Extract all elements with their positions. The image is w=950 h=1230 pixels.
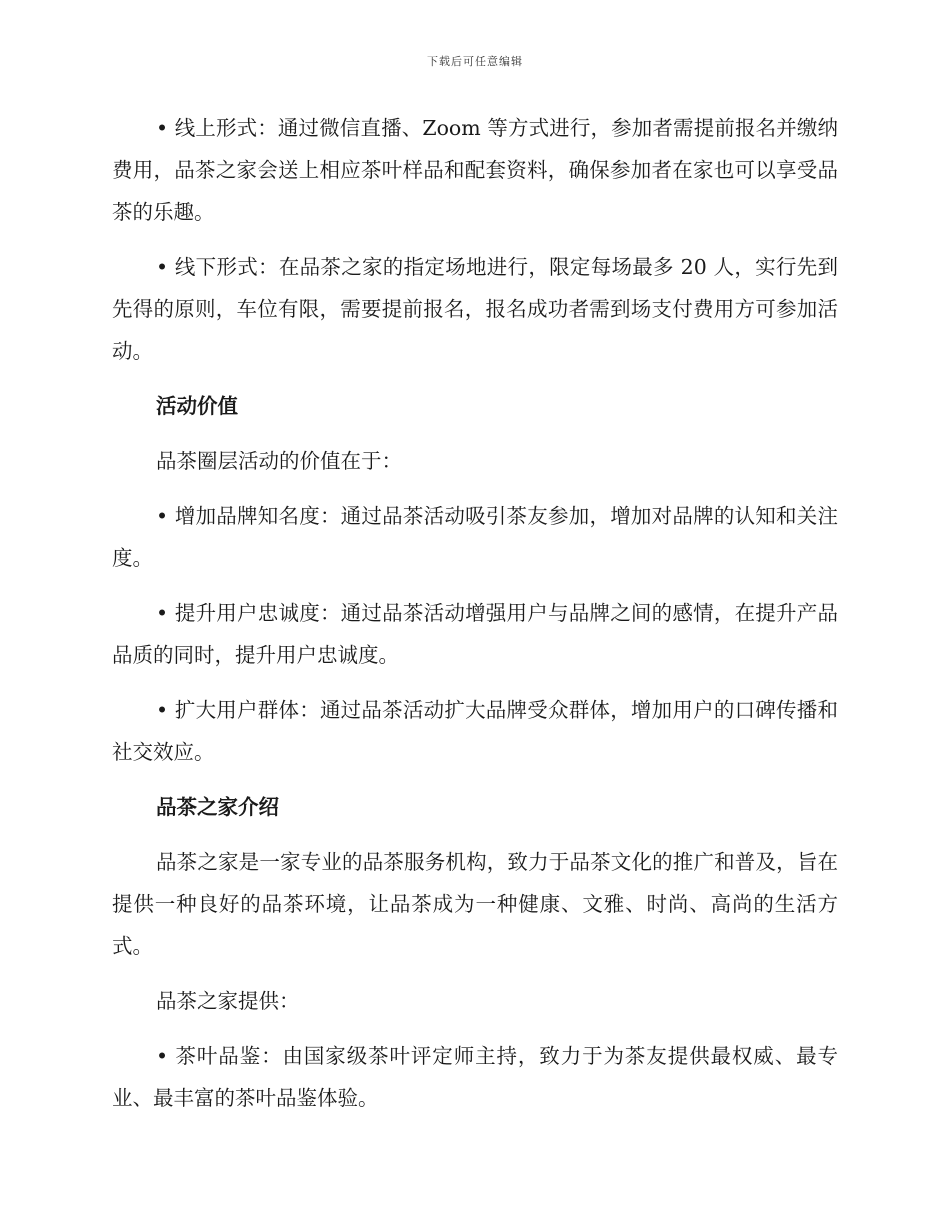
paragraph-offline-format: • 线下形式：在品茶之家的指定场地进行，限定每场最多 20 人，实行先到先得的原则，车位有限，需要提前报名，报名成功者需到场支付费用方可参加活动。 (112, 255, 838, 363)
paragraph-tea-tasting: • 茶叶品鉴：由国家级茶叶评定师主持，致力于为茶友提供最权威、最专业、最丰富的茶叶品鉴体验。 (112, 1044, 838, 1110)
section-heading-tea-house-intro: 品茶之家介绍 (156, 795, 279, 819)
paragraph-user-loyalty: • 提升用户忠诚度：通过品茶活动增强用户与品牌之间的感情，在提升产品品质的同时，提升用户忠诚度。 (112, 601, 838, 667)
paragraph-user-growth: • 扩大用户群体：通过品茶活动扩大品牌受众群体，增加用户的口碑传播和社交效应。 (112, 698, 838, 764)
paragraph-tea-house-offers: 品茶之家提供： (156, 989, 300, 1013)
paragraph-value-intro: 品茶圈层活动的价值在于： (156, 449, 402, 473)
paragraph-brand-awareness: • 增加品牌知名度：通过品茶活动吸引茶友参加，增加对品牌的认知和关注度。 (112, 504, 838, 570)
page-header: 下载后可任意编辑 (427, 55, 523, 68)
paragraph-tea-house-description: 品茶之家是一家专业的品茶服务机构，致力于品茶文化的推广和普及，旨在提供一种良好的品茶环境，让品茶成为一种健康、文雅、时尚、高尚的生活方式。 (112, 850, 838, 958)
document-body (112, 107, 838, 1132)
section-heading-activity-value: 活动价值 (156, 394, 238, 418)
paragraph-online-format: • 线上形式：通过微信直播、Zoom 等方式进行，参加者需提前报名并缴纳费用，品茶之家会送上相应茶叶样品和配套资料，确保参加者在家也可以享受品茶的乐趣。 (112, 116, 838, 224)
